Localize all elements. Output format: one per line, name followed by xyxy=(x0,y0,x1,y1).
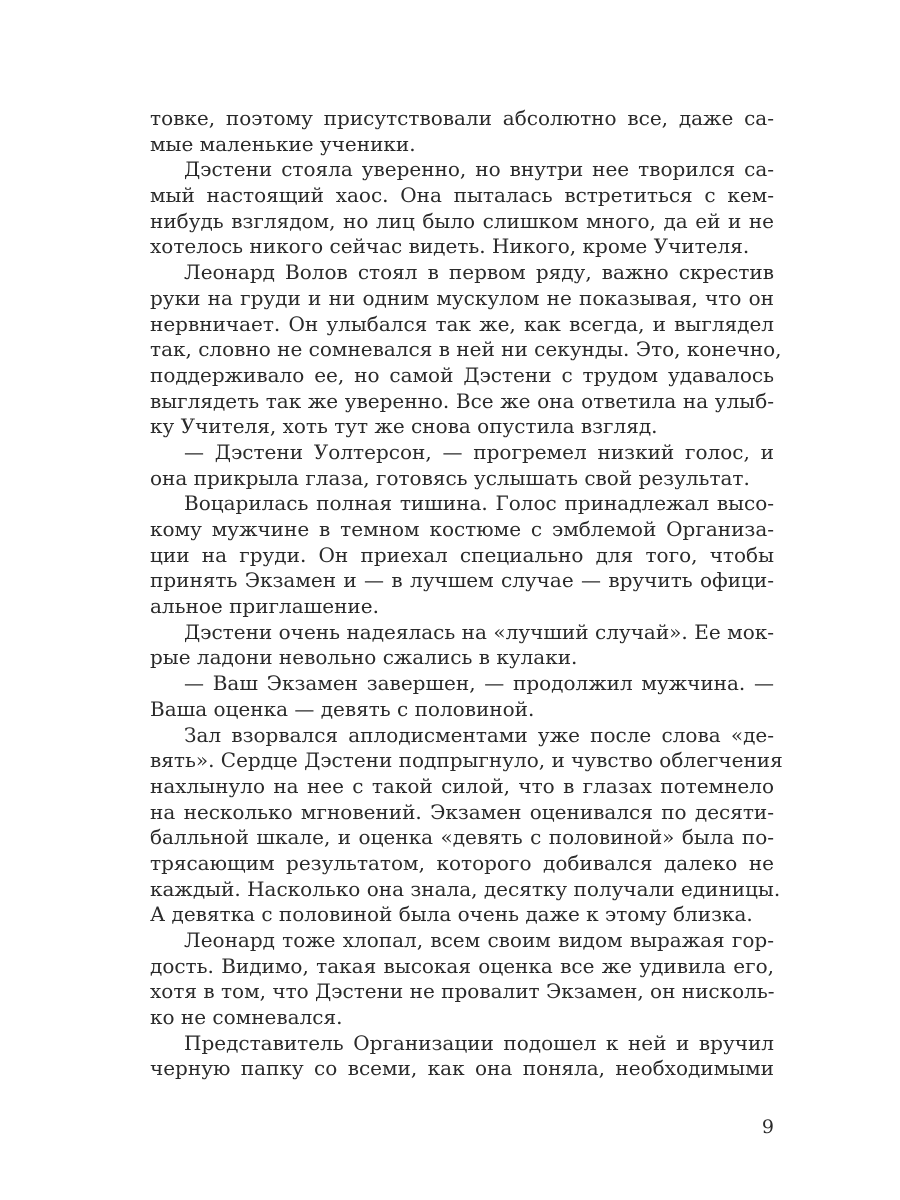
text-line: Ваша оценка — девять с половиной. xyxy=(150,696,535,721)
text-line: хотя в том, что Дэстени не провалит Экзамен, он нисколь- xyxy=(150,979,775,1004)
text-line: руки на груди и ни одним мускулом не показывая, что он xyxy=(150,285,774,310)
paragraph xyxy=(150,491,774,619)
text-line: трясающим результатом, которого добивался далеко не xyxy=(150,850,774,875)
text-line: на несколько мгновений. Экзамен оценивался по десяти- xyxy=(150,799,774,824)
paragraph xyxy=(150,157,774,260)
paragraph xyxy=(150,620,774,671)
paragraph xyxy=(150,722,783,929)
text-line: вять». Сердце Дэстени подпрыгнуло, и чувство облегчения xyxy=(150,748,783,773)
text-line: выглядеть так же уверенно. Все же она ответила на улыб- xyxy=(150,388,774,413)
text-line: Дэстени стояла уверенно, но внутри нее творился са- xyxy=(184,157,774,182)
paragraph xyxy=(150,671,774,722)
paragraph xyxy=(150,260,782,440)
text-line: нахлынуло на нее с такой силой, что в глазах потемнело xyxy=(150,773,774,798)
paragraph xyxy=(150,928,774,1031)
paragraph xyxy=(150,1031,774,1082)
text-line: ку Учителя, хоть тут же снова опустила взгляд. xyxy=(150,414,658,439)
text-line: черную папку со всеми, как она поняла, необходимыми xyxy=(150,1056,774,1081)
text-line: ции на груди. Он приехал специально для того, чтобы xyxy=(150,542,774,567)
text-line: нибудь взглядом, но лиц было слишком много, да ей и не xyxy=(150,208,774,233)
text-line: кому мужчине в темном костюме с эмблемой Организа- xyxy=(150,517,774,541)
text-line: каждый. Насколько она знала, десятку получали единицы. xyxy=(150,876,781,901)
text-line: нервничает. Он улыбался так же, как всегда, и выглядел xyxy=(150,311,774,336)
text-line: альное приглашение. xyxy=(150,594,379,619)
text-line: мый настоящий хаос. Она пыталась встретиться с кем- xyxy=(150,183,774,208)
paragraph xyxy=(150,440,774,491)
paragraph xyxy=(150,106,774,157)
text-line: А девятка с половиной была очень даже к этому близка. xyxy=(150,902,753,927)
text-line: — Ваш Экзамен завершен, — продолжил мужчина. — xyxy=(184,671,774,696)
text-line: Леонард тоже хлопал, всем своим видом выражая гор- xyxy=(184,928,774,952)
text-line: Зал взорвался аплодисментами уже после слова «де- xyxy=(184,722,774,747)
text-line: Представитель Организации подошел к ней и вручил xyxy=(184,1030,774,1055)
text-line: ко не сомневался. xyxy=(150,1005,343,1030)
text-line: Воцарилась полная тишина. Голос принадлежал высо- xyxy=(184,491,774,516)
text-line: она прикрыла глаза, готовясь услышать свой результат. xyxy=(150,465,750,490)
page-body xyxy=(150,106,783,1082)
text-line: Дэстени очень надеялась на «лучший случай». Ее мок- xyxy=(184,619,774,644)
text-line: рые ладони невольно сжались в кулаки. xyxy=(150,645,578,670)
text-line: Леонард Волов стоял в первом ряду, важно скрестив xyxy=(184,260,774,285)
text-line: хотелось никого сейчас видеть. Никого, кроме Учителя. xyxy=(150,234,750,259)
text-line: — Дэстени Уолтерсон, — прогремел низкий голос, и xyxy=(184,439,774,464)
text-line: балльной шкале, и оценка «девять с половиной» была по- xyxy=(150,825,774,850)
text-line: мые маленькие ученики. xyxy=(150,131,416,156)
text-line: поддерживало ее, но самой Дэстени с трудом удавалось xyxy=(150,362,774,387)
text-line: товке, поэтому присутствовали абсолютно все, даже са- xyxy=(150,106,774,130)
text-line: принять Экзамен и — в лучшем случае — вручить офици- xyxy=(150,568,774,593)
page-number: 9 xyxy=(761,1116,774,1138)
text-line: так, словно не сомневался в ней ни секунды. Это, конечно, xyxy=(150,337,782,362)
text-line: дость. Видимо, такая высокая оценка все же удивила его, xyxy=(150,953,774,978)
